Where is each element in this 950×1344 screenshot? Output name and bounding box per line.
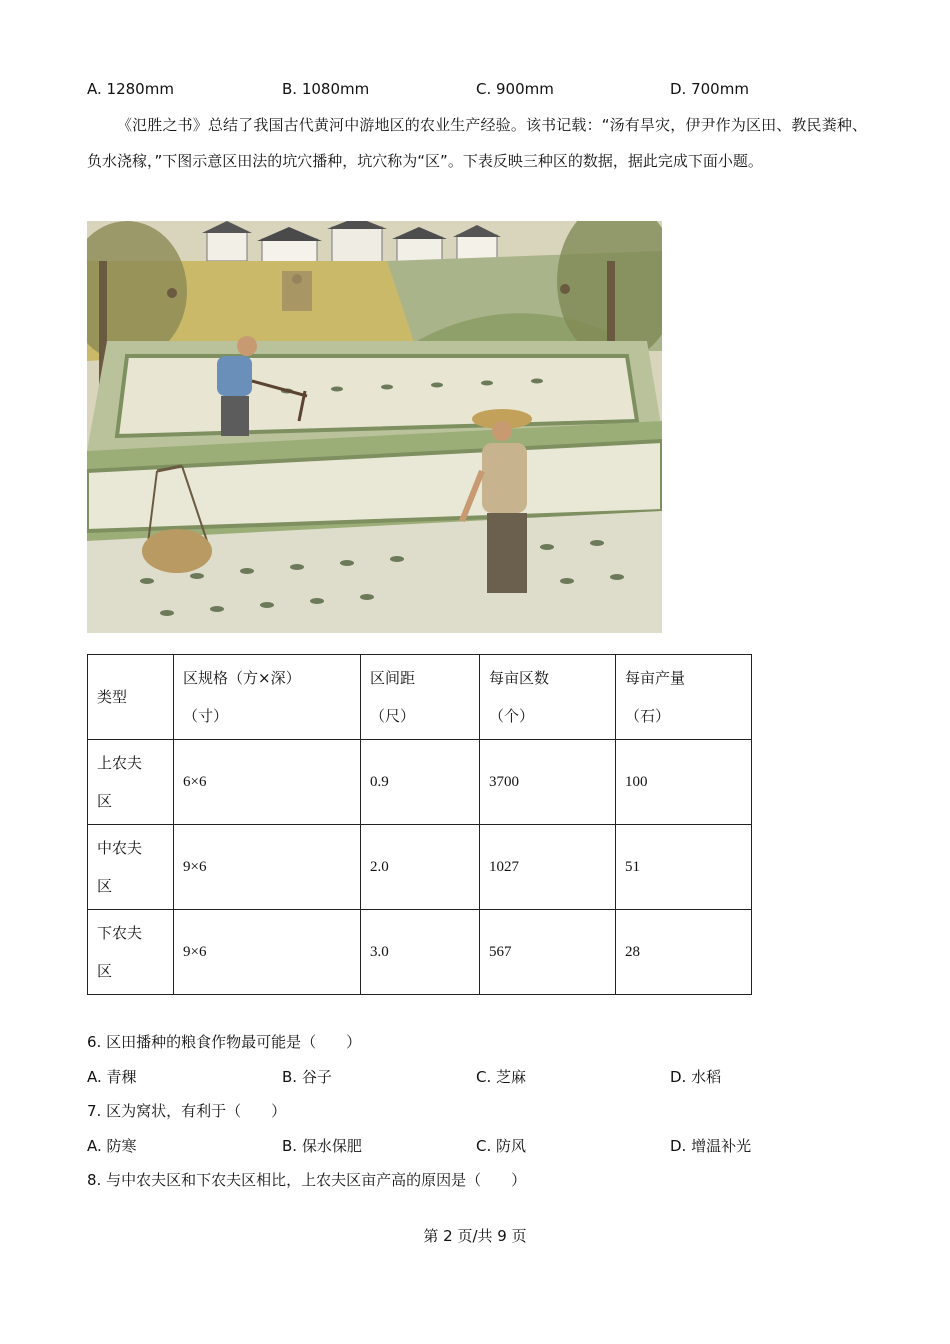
cell-gap: 3.0 — [361, 910, 480, 995]
district-data-table — [87, 654, 752, 995]
q7-option-d: D. 增温补光 — [670, 1137, 752, 1155]
header-count: 每亩区数 （个） — [480, 655, 616, 740]
q6-option-a: A. 青稞 — [87, 1068, 137, 1086]
cell-count: 3700 — [480, 740, 616, 825]
farming-illustration — [87, 221, 662, 633]
table-row — [88, 825, 752, 910]
header-spec: 区规格（方×深） （寸） — [174, 655, 361, 740]
header-type: 类型 — [88, 655, 174, 740]
question-6-stem: 6. 区田播种的粮食作物最可能是（ ） — [87, 1033, 362, 1051]
option-c: C. 900mm — [476, 80, 554, 98]
cell-spec: 9×6 — [174, 910, 361, 995]
cell-type: 上农夫 区 — [88, 740, 174, 825]
header-gap: 区间距 （尺） — [361, 655, 480, 740]
header-yield: 每亩产量 （石） — [616, 655, 752, 740]
q6-option-b: B. 谷子 — [282, 1068, 332, 1086]
intro-text: 《氾胜之书》总结了我国古代黄河中游地区的农业生产经验。该书记载：“汤有旱灾，伊尹作为区田、教民粪种、负水浇稼，”下图示意区田法的坑穴播种，坑穴称为“区”。下表反映三种区的数据，据此完成下面小题。 — [87, 116, 867, 170]
cell-gap: 0.9 — [361, 740, 480, 825]
cell-count: 567 — [480, 910, 616, 995]
cell-gap: 2.0 — [361, 825, 480, 910]
option-d: D. 700mm — [670, 80, 749, 98]
page-footer: 第 2 页/共 9 页 — [423, 1227, 527, 1245]
cell-yield: 51 — [616, 825, 752, 910]
cell-yield: 28 — [616, 910, 752, 995]
table-row — [88, 740, 752, 825]
option-a: A. 1280mm — [87, 80, 174, 98]
cell-spec: 9×6 — [174, 825, 361, 910]
intro-paragraph — [87, 107, 867, 179]
table-header-row — [88, 655, 752, 740]
cell-type: 下农夫 区 — [88, 910, 174, 995]
q7-option-a: A. 防寒 — [87, 1137, 137, 1155]
cell-yield: 100 — [616, 740, 752, 825]
q7-option-b: B. 保水保肥 — [282, 1137, 362, 1155]
option-b: B. 1080mm — [282, 80, 370, 98]
cell-spec: 6×6 — [174, 740, 361, 825]
question-8-stem: 8. 与中农夫区和下农夫区相比，上农夫区亩产高的原因是（ ） — [87, 1171, 527, 1189]
q6-option-c: C. 芝麻 — [476, 1068, 527, 1086]
table-row — [88, 910, 752, 995]
q6-option-d: D. 水稻 — [670, 1068, 722, 1086]
question-7-stem: 7. 区为窝状，有利于（ ） — [87, 1102, 287, 1120]
cell-type: 中农夫 区 — [88, 825, 174, 910]
q7-option-c: C. 防风 — [476, 1137, 527, 1155]
cell-count: 1027 — [480, 825, 616, 910]
